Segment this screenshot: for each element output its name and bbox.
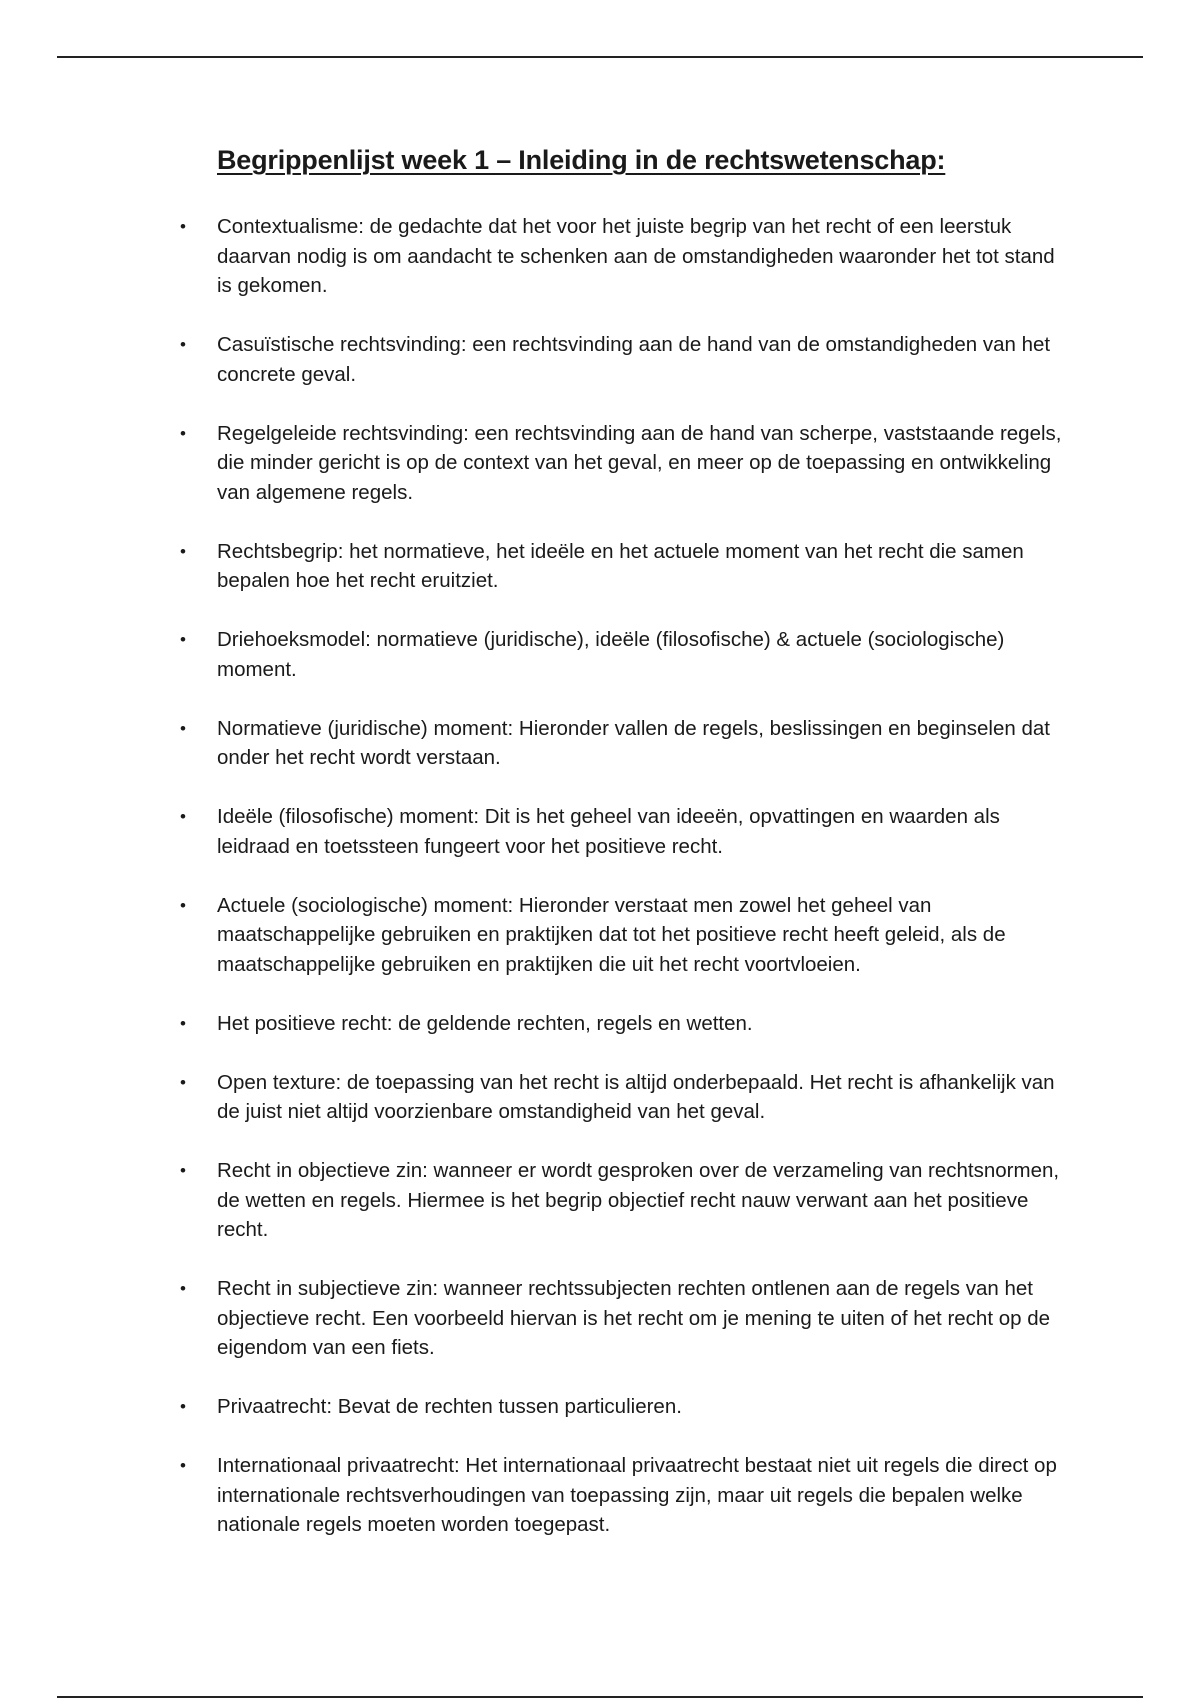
bullet-icon: • — [180, 807, 186, 826]
term-text: Contextualisme: de gedachte dat het voor het juiste begrip van het recht of een leerstuk daarvan nodig is om aandacht te schenken aan de omstandigheden waaronder het tot stand is gekomen. — [217, 215, 1055, 297]
term-text: Privaatrecht: Bevat de rechten tussen particulieren. — [217, 1395, 682, 1418]
list-item — [0, 1392, 1062, 1422]
bullet-icon: • — [180, 1013, 186, 1033]
bullet-icon: • — [180, 335, 186, 354]
bullet-icon: • — [180, 718, 186, 738]
list-item — [0, 1156, 1062, 1245]
term-text: Internationaal privaatrecht: Het internationaal privaatrecht bestaat niet uit regels die direct op internationale rechtsverhoudingen van toepassing zijn, maar uit regels die bepalen welke nationale regels moeten worden toegepast. — [217, 1454, 1057, 1536]
term-text: Regelgeleide rechtsvinding: een rechtsvinding aan de hand van scherpe, vaststaande regels, die minder gericht is op de context van het geval, en meer op de toepassing en ontwikkeling van algemene regels. — [217, 421, 1062, 504]
bullet-icon: • — [180, 1072, 186, 1092]
bullet-icon: • — [180, 217, 186, 236]
bullet-icon: • — [180, 1279, 186, 1298]
bullet-icon: • — [180, 423, 186, 443]
term-text: Actuele (sociologische) moment: Hieronder verstaat men zowel het geheel van maatschappelijke gebruiken en praktijken dat tot het positieve recht heeft geleid, als de maatschappelijke gebruiken en praktijken die uit het recht voortvloeien. — [217, 893, 1006, 976]
list-item — [0, 212, 1062, 301]
page-title: Begrippenlijst week 1 – Inleiding in de rechtswetenschap: — [217, 145, 946, 175]
list-item — [0, 1274, 1062, 1363]
list-item — [0, 891, 1062, 980]
term-text: Recht in objectieve zin: wanneer er wordt gesproken over de verzameling van rechtsnormen, de wetten en regels. Hiermee is het begrip objectief recht nauw verwant aan het positieve recht. — [217, 1159, 1060, 1241]
list-item — [0, 330, 1062, 389]
list-item — [0, 537, 1062, 596]
term-text: Recht in subjectieve zin: wanneer rechtssubjecten rechten ontlenen aan de regels van het objectieve recht. Een voorbeeld hiervan is het recht om je mening te uiten of het recht op de eigendom van een fiets. — [217, 1277, 1051, 1359]
list-item — [0, 1009, 1062, 1039]
bullet-icon: • — [180, 541, 186, 561]
bullet-icon: • — [180, 1161, 186, 1180]
term-text: Driehoeksmodel: normatieve (juridische), ideële (filosofische) & actuele (sociologische) moment. — [217, 628, 1005, 681]
list-item — [0, 802, 1062, 861]
header-rule — [57, 56, 1143, 58]
list-item — [0, 419, 1062, 508]
list-item — [0, 625, 1062, 684]
list-item — [0, 1068, 1062, 1127]
bullet-icon: • — [180, 630, 186, 649]
term-text: Ideële (filosofische) moment: Dit is het geheel van ideeën, opvattingen en waarden als leidraad en toetssteen fungeert voor het positieve recht. — [217, 805, 1000, 858]
term-text: Normatieve (juridische) moment: Hieronder vallen de regels, beslissingen en beginselen dat onder het recht wordt verstaan. — [217, 716, 1050, 769]
term-text: Het positieve recht: de geldende rechten, regels en wetten. — [217, 1011, 753, 1035]
term-text: Casuïstische rechtsvinding: een rechtsvinding aan de hand van de omstandigheden van het concrete geval. — [217, 333, 1051, 386]
list-item — [0, 714, 1062, 773]
term-text: Rechtsbegrip: het normatieve, het ideële en het actuele moment van het recht die samen bepalen hoe het recht eruitziet. — [217, 539, 1024, 592]
bullet-icon: • — [180, 1397, 186, 1416]
term-list — [0, 212, 1200, 1569]
term-text: Open texture: de toepassing van het recht is altijd onderbepaald. Het recht is afhankelijk van de juist niet altijd voorzienbare omstandigheid van het geval. — [217, 1070, 1055, 1123]
list-item — [0, 1451, 1062, 1540]
footer-rule — [57, 1696, 1143, 1698]
bullet-icon: • — [180, 1456, 186, 1475]
bullet-icon: • — [180, 895, 186, 915]
